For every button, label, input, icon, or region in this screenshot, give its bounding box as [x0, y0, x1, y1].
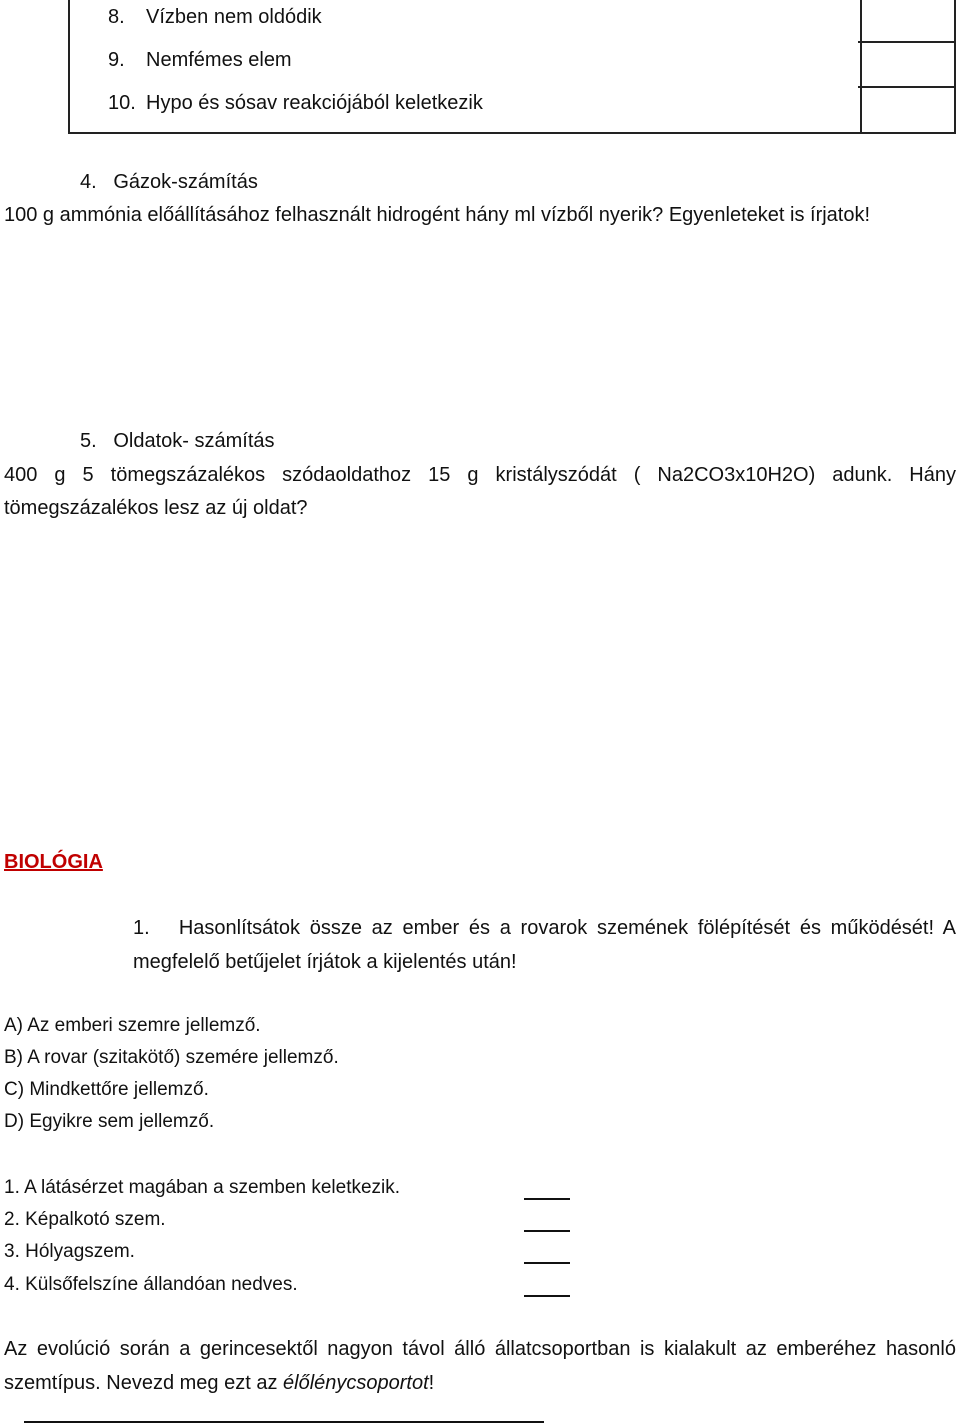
biology-question-1-line2: megfelelő betűjelet írjátok a kijelentés után!: [133, 951, 517, 973]
answer-blank-1[interactable]: [524, 1184, 570, 1200]
table-row: [108, 91, 483, 115]
table-row: [108, 5, 322, 29]
option-d: D) Egyikre sem jellemző.: [4, 1111, 215, 1132]
option-b: B) A rovar (szitakötő) szemére jellemző.: [4, 1047, 339, 1068]
statement-1: 1. A látásérzet magában a szemben keletkezik.: [4, 1177, 401, 1198]
answer-line[interactable]: [24, 1421, 544, 1423]
biology-question-1-line1: 1. Hasonlítsátok össze az ember és a rovarok szemének fölépítését és működését! A: [133, 917, 956, 939]
row-number: 10.: [108, 92, 136, 114]
answer-blank-2[interactable]: [524, 1216, 570, 1232]
row-text: Hypo és sósav reakciójából keletkezik: [146, 92, 483, 114]
option-c: C) Mindkettőre jellemző.: [4, 1079, 209, 1100]
answer-table: [68, 0, 956, 134]
evolution-question-line2: [4, 1371, 434, 1395]
exclamation: !: [428, 1372, 435, 1394]
table-column-divider: [860, 0, 862, 132]
emphasized-term: élőlénycsoportot: [283, 1372, 429, 1394]
section-heading-biology: BIOLÓGIA: [4, 851, 103, 873]
evolution-text: szemtípus. Nevezd meg ezt az: [4, 1372, 284, 1394]
statement-3: 3. Hólyagszem.: [4, 1241, 135, 1262]
answer-blank-3[interactable]: [524, 1248, 570, 1264]
row-text: Vízben nem oldódik: [146, 6, 322, 28]
task4-text: 100 g ammónia előállításához felhasznált hidrogént hány ml vízből nyerik? Egyenleteket is írjatok!: [4, 204, 871, 226]
table-row: [108, 48, 292, 72]
statement-2: 2. Képalkotó szem.: [4, 1209, 166, 1230]
row-number: 9.: [108, 49, 125, 71]
task4-title: 4. Gázok-számítás: [80, 171, 258, 193]
option-a: A) Az emberi szemre jellemző.: [4, 1015, 261, 1036]
table-row-divider: [858, 86, 954, 88]
task5-line2: tömegszázalékos lesz az új oldat?: [4, 497, 308, 519]
table-row-divider: [858, 41, 954, 43]
row-number: 8.: [108, 6, 125, 28]
statement-4: 4. Külsőfelszíne állandóan nedves.: [4, 1274, 298, 1295]
answer-blank-4[interactable]: [524, 1281, 570, 1297]
task5-title: 5. Oldatok- számítás: [80, 430, 275, 452]
row-text: Nemfémes elem: [146, 49, 292, 71]
task5-line1: 400 g 5 tömegszázalékos szódaoldathoz 15 g kristályszódát ( Na2CO3x10H2O) adunk. Hány: [4, 464, 956, 486]
evolution-question-line1: Az evolúció során a gerincesektől nagyon távol álló állatcsoportban is kialakult az emberéhez hasonló: [4, 1338, 956, 1360]
